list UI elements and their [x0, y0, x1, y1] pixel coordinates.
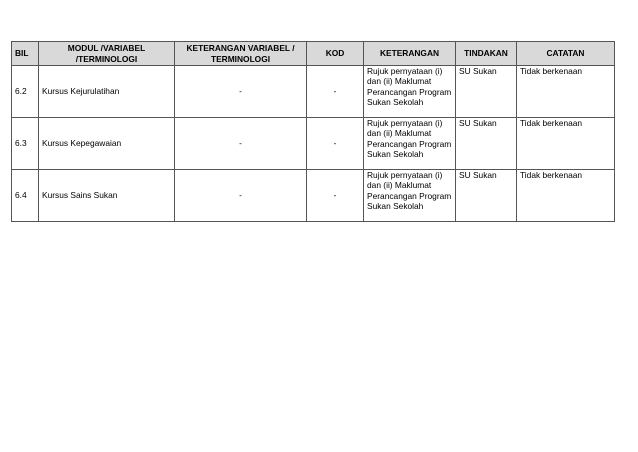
cell-kod: -	[307, 66, 364, 118]
cell-modul: Kursus Sains Sukan	[39, 170, 175, 222]
cell-catatan: Tidak berkenaan	[517, 170, 615, 222]
table-row	[12, 170, 615, 222]
table-header-row	[12, 42, 615, 66]
header-catatan: CATATAN	[517, 42, 615, 66]
table-row	[12, 118, 615, 170]
cell-bil: 6.2	[12, 66, 39, 118]
header-kod: KOD	[307, 42, 364, 66]
cell-keterangan-variabel: -	[175, 118, 307, 170]
cell-keterangan: Rujuk pernyataan (i) dan (ii) Maklumat Perancangan Program Sukan Sekolah	[364, 170, 456, 222]
header-modul: MODUL /VARIABEL /TERMINOLOGI	[39, 42, 175, 66]
header-keterangan-variabel: KETERANGAN VARIABEL / TERMINOLOGI	[175, 42, 307, 66]
cell-keterangan: Rujuk pernyataan (i) dan (ii) Maklumat Perancangan Program Sukan Sekolah	[364, 66, 456, 118]
cell-bil: 6.4	[12, 170, 39, 222]
cell-catatan: Tidak berkenaan	[517, 66, 615, 118]
cell-modul: Kursus Kejurulatihan	[39, 66, 175, 118]
cell-kod: -	[307, 118, 364, 170]
cell-keterangan: Rujuk pernyataan (i) dan (ii) Maklumat Perancangan Program Sukan Sekolah	[364, 118, 456, 170]
cell-keterangan-variabel: -	[175, 170, 307, 222]
cell-tindakan: SU Sukan	[456, 66, 517, 118]
cell-tindakan: SU Sukan	[456, 170, 517, 222]
header-bil: BIL	[12, 42, 39, 66]
header-tindakan: TINDAKAN	[456, 42, 517, 66]
cell-bil: 6.3	[12, 118, 39, 170]
cell-catatan: Tidak berkenaan	[517, 118, 615, 170]
header-keterangan: KETERANGAN	[364, 42, 456, 66]
cell-kod: -	[307, 170, 364, 222]
cell-tindakan: SU Sukan	[456, 118, 517, 170]
data-table	[11, 41, 615, 222]
cell-keterangan-variabel: -	[175, 66, 307, 118]
table-row	[12, 66, 615, 118]
cell-modul: Kursus Kepegawaian	[39, 118, 175, 170]
